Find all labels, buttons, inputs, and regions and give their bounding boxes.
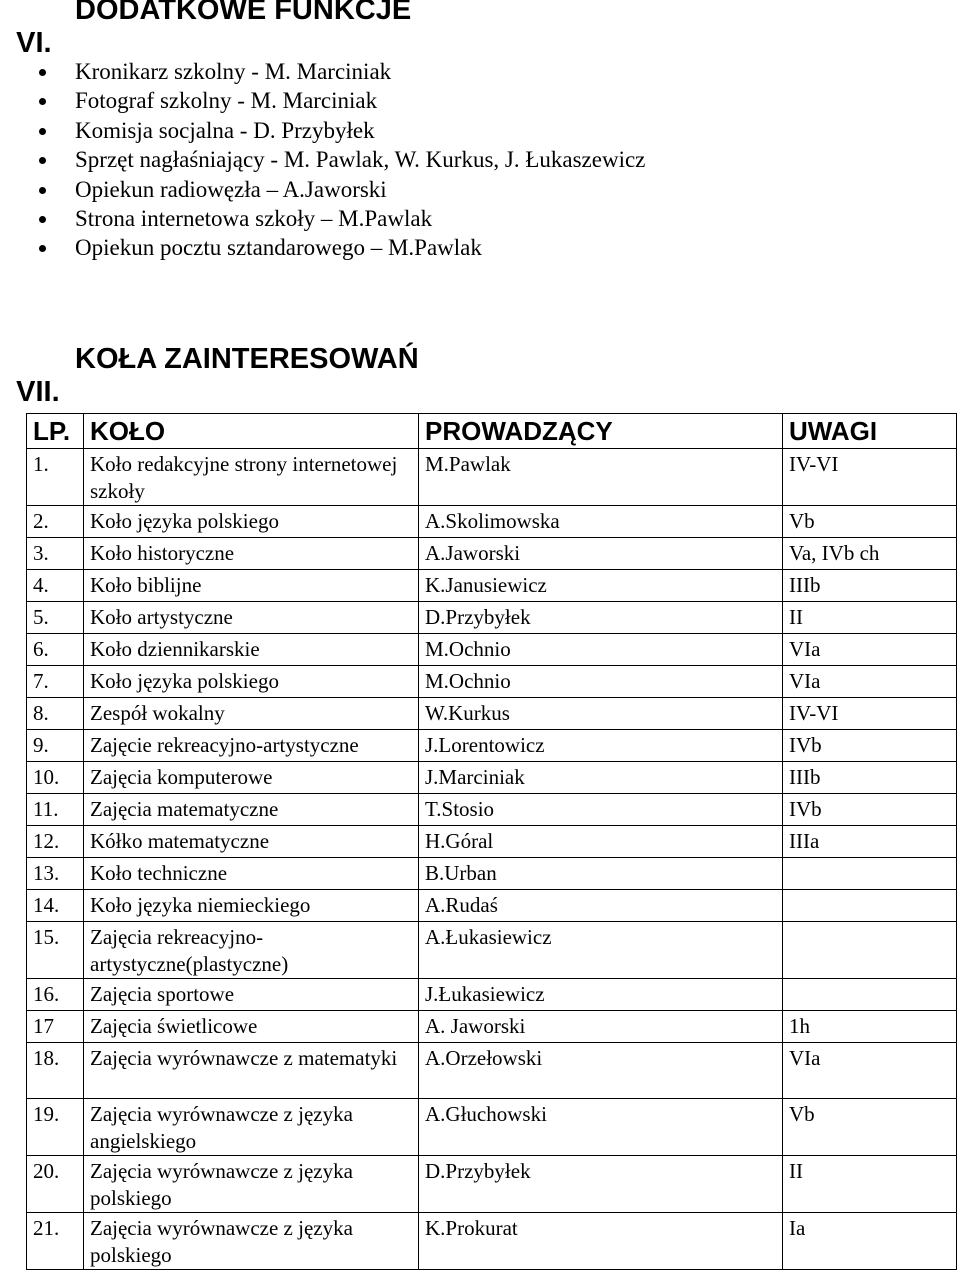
cell-leader: W.Kurkus [419, 698, 783, 730]
cell-club: Zajęcie rekreacyjno-artystyczne [84, 730, 419, 762]
cell-club: Zajęcia sportowe [84, 979, 419, 1011]
header-club: KOŁO [84, 414, 419, 449]
cell-lp: 12. [27, 826, 84, 858]
cell-club: Koło języka polskiego [84, 666, 419, 698]
cell-notes: IIIb [783, 570, 957, 602]
cell-lp: 5. [27, 602, 84, 634]
cell-lp: 6. [27, 634, 84, 666]
table-row [27, 762, 957, 794]
cell-leader: A.Łukasiewicz [419, 922, 783, 979]
table-header-row [27, 414, 957, 449]
cell-leader: A. Jaworski [419, 1011, 783, 1043]
cell-leader: H.Góral [419, 826, 783, 858]
bullet-icon [39, 157, 46, 164]
cell-lp: 3. [27, 538, 84, 570]
cell-lp: 13. [27, 858, 84, 890]
cell-club: Koło języka polskiego [84, 506, 419, 538]
cell-club: Zajęcia wyrównawcze z języka angielskiego [84, 1099, 419, 1156]
cell-lp: 10. [27, 762, 84, 794]
cell-notes: Va, IVb ch [783, 538, 957, 570]
table-row [27, 730, 957, 762]
cell-leader: D.Przybyłek [419, 1156, 783, 1213]
table-row [27, 922, 957, 979]
bullet-icon [39, 69, 46, 76]
table-row [27, 666, 957, 698]
cell-notes: Vb [783, 1099, 957, 1156]
cell-notes: IVb [783, 730, 957, 762]
cell-leader: M.Ochnio [419, 634, 783, 666]
cell-notes: VIa [783, 1043, 957, 1099]
header-leader: PROWADZĄCY [419, 414, 783, 449]
cell-notes: Ia [783, 1213, 957, 1270]
cell-leader: A.Rudaś [419, 890, 783, 922]
bullet-icon [39, 98, 46, 105]
cell-notes: II [783, 602, 957, 634]
section-6-heading [0, 0, 412, 93]
header-lp: LP. [27, 414, 84, 449]
cell-lp: 2. [27, 506, 84, 538]
cell-club: Koło języka niemieckiego [84, 890, 419, 922]
table-row [27, 826, 957, 858]
cell-leader: M.Pawlak [419, 449, 783, 506]
table-row [27, 570, 957, 602]
section-7-number: VII. [16, 376, 60, 408]
cell-leader: K.Janusiewicz [419, 570, 783, 602]
cell-notes: 1h [783, 1011, 957, 1043]
table-row [27, 1156, 957, 1213]
cell-notes: IV-VI [783, 698, 957, 730]
cell-leader: A.Orzełowski [419, 1043, 783, 1099]
table-row [27, 634, 957, 666]
cell-leader: K.Prokurat [419, 1213, 783, 1270]
cell-notes: IIIa [783, 826, 957, 858]
cell-leader: J.Lorentowicz [419, 730, 783, 762]
cell-lp: 18. [27, 1043, 84, 1099]
cell-lp: 15. [27, 922, 84, 979]
cell-lp: 14. [27, 890, 84, 922]
cell-leader: A.Skolimowska [419, 506, 783, 538]
section-6-title: DODATKOWE FUNKCJE [75, 0, 412, 26]
cell-lp: 8. [27, 698, 84, 730]
cell-notes [783, 858, 957, 890]
cell-notes [783, 890, 957, 922]
cell-lp: 7. [27, 666, 84, 698]
cell-lp: 19. [27, 1099, 84, 1156]
cell-club: Zespół wokalny [84, 698, 419, 730]
cell-notes: VIa [783, 666, 957, 698]
bullet-icon [39, 216, 46, 223]
cell-notes: IVb [783, 794, 957, 826]
cell-club: Zajęcia wyrównawcze z języka polskiego [84, 1156, 419, 1213]
cell-club: Zajęcia wyrównawcze z matematyki [84, 1043, 419, 1099]
table-row [27, 506, 957, 538]
cell-club: Zajęcia komputerowe [84, 762, 419, 794]
cell-lp: 21. [27, 1213, 84, 1270]
cell-leader: A.Głuchowski [419, 1099, 783, 1156]
clubs-table [26, 413, 957, 1270]
cell-club: Zajęcia wyrównawcze z języka polskiego [84, 1213, 419, 1270]
cell-lp: 17 [27, 1011, 84, 1043]
cell-club: Koło biblijne [84, 570, 419, 602]
table-row [27, 794, 957, 826]
table-row [27, 890, 957, 922]
table-row [27, 1099, 957, 1156]
cell-leader: T.Stosio [419, 794, 783, 826]
cell-club: Koło techniczne [84, 858, 419, 890]
cell-notes [783, 979, 957, 1011]
table-row [27, 602, 957, 634]
cell-notes: IV-VI [783, 449, 957, 506]
bullet-icon [39, 187, 46, 194]
cell-club: Zajęcia matematyczne [84, 794, 419, 826]
cell-club: Zajęcia rekreacyjno-artystyczne(plastyczne) [84, 922, 419, 979]
table-row [27, 979, 957, 1011]
table-row [27, 1011, 957, 1043]
table-row [27, 698, 957, 730]
cell-notes [783, 922, 957, 979]
table-row [27, 1043, 957, 1099]
cell-lp: 16. [27, 979, 84, 1011]
section-6-number: VI. [16, 27, 52, 59]
cell-leader: J.Marciniak [419, 762, 783, 794]
cell-club: Koło historyczne [84, 538, 419, 570]
cell-club: Koło artystyczne [84, 602, 419, 634]
cell-club: Koło redakcyjne strony internetowej szkoły [84, 449, 419, 506]
cell-leader: M.Ochnio [419, 666, 783, 698]
table-row [27, 538, 957, 570]
header-notes: UWAGI [783, 414, 957, 449]
cell-lp: 20. [27, 1156, 84, 1213]
cell-notes: Vb [783, 506, 957, 538]
cell-lp: 4. [27, 570, 84, 602]
table-row [27, 1213, 957, 1270]
cell-leader: B.Urban [419, 858, 783, 890]
bullet-icon [39, 128, 46, 135]
cell-lp: 1. [27, 449, 84, 506]
section-7-title: KOŁA ZAINTERESOWAŃ [75, 343, 419, 375]
bullet-icon [39, 245, 46, 252]
cell-club: Zajęcia świetlicowe [84, 1011, 419, 1043]
cell-notes: II [783, 1156, 957, 1213]
cell-lp: 11. [27, 794, 84, 826]
cell-club: Koło dziennikarskie [84, 634, 419, 666]
cell-leader: J.Łukasiewicz [419, 979, 783, 1011]
cell-leader: D.Przybyłek [419, 602, 783, 634]
cell-notes: VIa [783, 634, 957, 666]
cell-lp: 9. [27, 730, 84, 762]
cell-notes: IIIb [783, 762, 957, 794]
table-row [27, 858, 957, 890]
table-row [27, 449, 957, 506]
cell-club: Kółko matematyczne [84, 826, 419, 858]
cell-leader: A.Jaworski [419, 538, 783, 570]
